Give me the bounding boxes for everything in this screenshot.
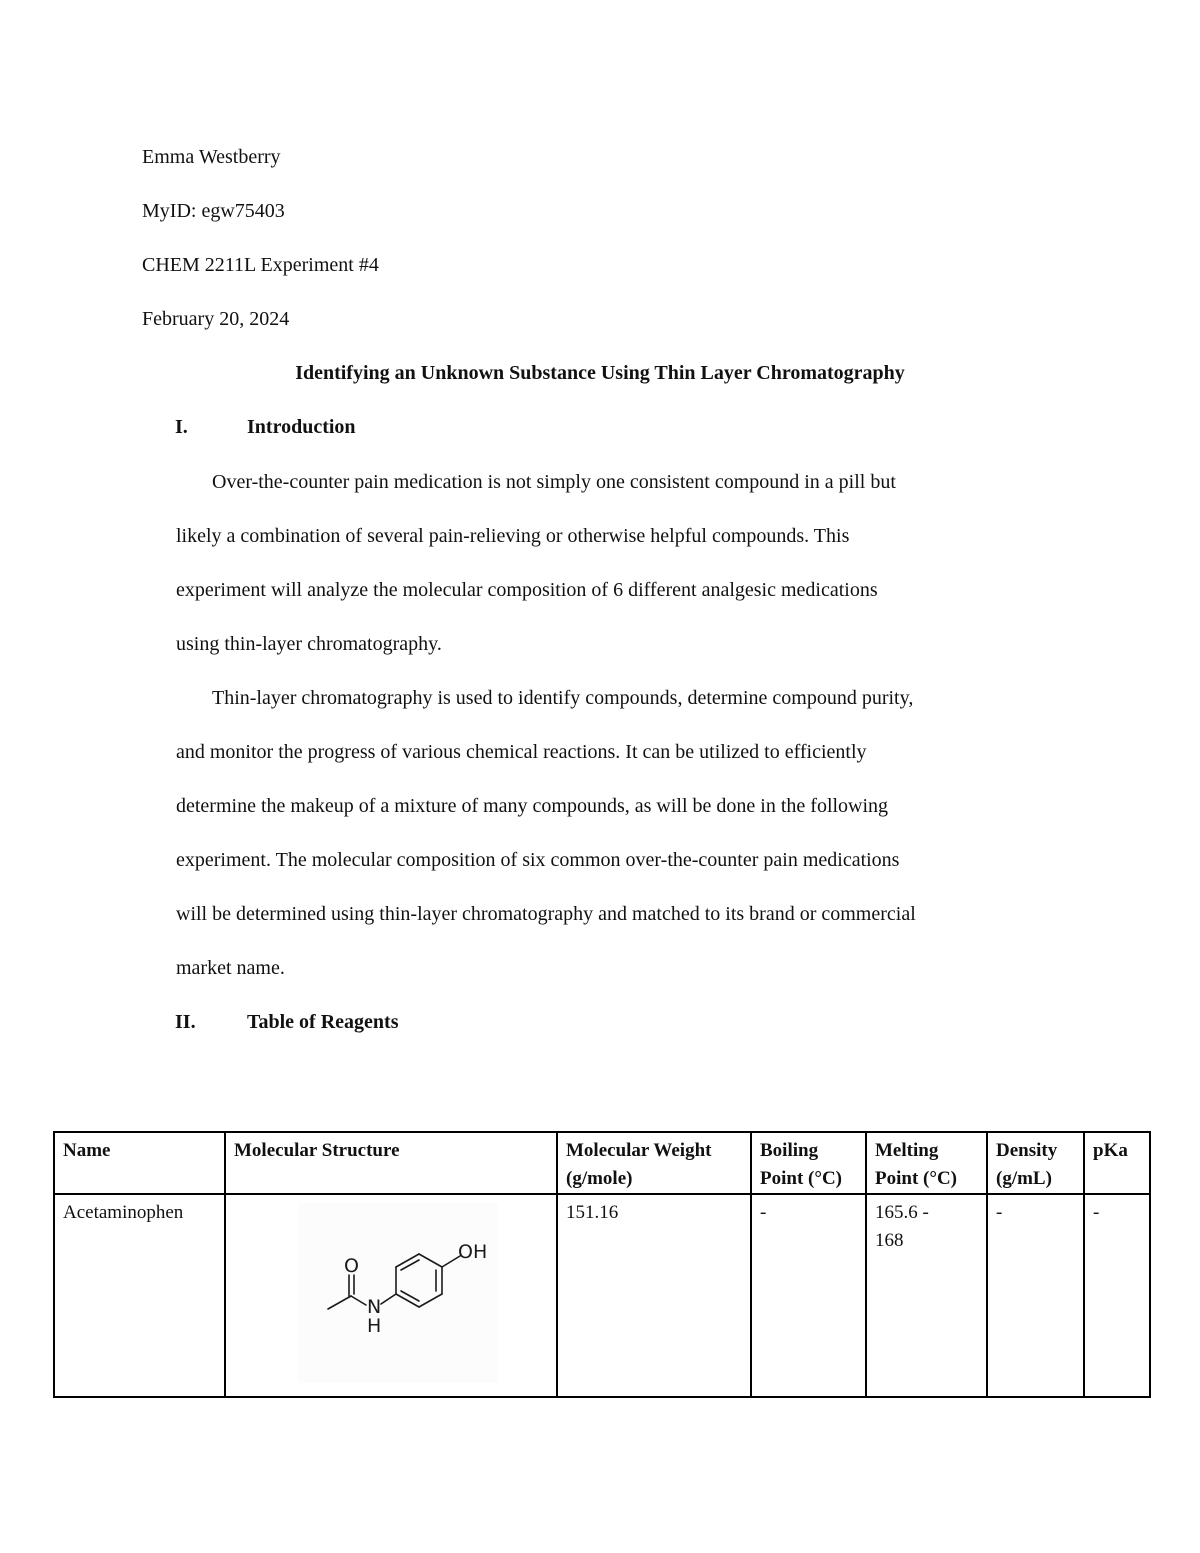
cell-pka: - bbox=[1084, 1194, 1150, 1397]
header-structure: Molecular Structure bbox=[225, 1132, 557, 1194]
header-melting-point bbox=[866, 1132, 987, 1194]
section-number: II. bbox=[175, 1011, 196, 1033]
header-text: Density bbox=[996, 1140, 1058, 1161]
melting-point-value: 165.6 - bbox=[875, 1202, 929, 1223]
header-unit: Point (°C) bbox=[760, 1168, 843, 1189]
structure-n-label: N bbox=[367, 1296, 382, 1318]
document-title: Identifying an Unknown Substance Using Thin Layer Chromatography bbox=[295, 362, 905, 384]
paragraph-line: Over-the-counter pain medication is not simply one consistent compound in a pill but bbox=[212, 471, 896, 493]
header-text: Molecular Weight bbox=[566, 1140, 712, 1161]
header-unit: Point (°C) bbox=[875, 1168, 958, 1189]
reagents-table bbox=[53, 1131, 1151, 1398]
table-row bbox=[54, 1194, 1150, 1397]
acetaminophen-structure-image bbox=[298, 1203, 498, 1383]
section-number: I. bbox=[175, 416, 188, 438]
header-boiling-point bbox=[751, 1132, 866, 1194]
paragraph-line: determine the makeup of a mixture of many compounds, as will be done in the following bbox=[176, 795, 889, 817]
my-id: MyID: egw75403 bbox=[142, 200, 285, 222]
cell-structure bbox=[225, 1194, 557, 1397]
structure-o-label: O bbox=[344, 1255, 359, 1277]
cell-boiling-point: - bbox=[751, 1194, 866, 1397]
cell-molecular-weight: 151.16 bbox=[557, 1194, 751, 1397]
date-line: February 20, 2024 bbox=[142, 308, 290, 330]
melting-point-value: 168 bbox=[875, 1230, 904, 1251]
header-text: Melting bbox=[875, 1140, 939, 1161]
course-line: CHEM 2211L Experiment #4 bbox=[142, 254, 379, 276]
header-molecular-weight bbox=[557, 1132, 751, 1194]
paragraph-line: will be determined using thin-layer chromatography and matched to its brand or commercial bbox=[176, 903, 916, 925]
header-unit: (g/mL) bbox=[996, 1168, 1052, 1189]
structure-h-label: H bbox=[367, 1315, 382, 1337]
header-unit: (g/mole) bbox=[566, 1168, 633, 1189]
cell-name: Acetaminophen bbox=[54, 1194, 225, 1397]
header-text: Boiling bbox=[760, 1140, 819, 1161]
structure-oh-label: OH bbox=[458, 1241, 488, 1263]
paragraph-line: market name. bbox=[176, 957, 285, 979]
author-name: Emma Westberry bbox=[142, 146, 281, 168]
cell-melting-point bbox=[866, 1194, 987, 1397]
cell-density: - bbox=[987, 1194, 1084, 1397]
section-title: Introduction bbox=[247, 416, 356, 438]
header-pka: pKa bbox=[1084, 1132, 1150, 1194]
section-title: Table of Reagents bbox=[247, 1011, 399, 1033]
paragraph-line: experiment will analyze the molecular composition of 6 different analgesic medications bbox=[176, 579, 878, 601]
header-name: Name bbox=[54, 1132, 225, 1194]
paragraph-line: using thin-layer chromatography. bbox=[176, 633, 442, 655]
paragraph-line: likely a combination of several pain-relieving or otherwise helpful compounds. This bbox=[176, 525, 850, 547]
paragraph-line: Thin-layer chromatography is used to identify compounds, determine compound purity, bbox=[212, 687, 914, 709]
paragraph-line: experiment. The molecular composition of six common over-the-counter pain medications bbox=[176, 849, 900, 871]
table-header-row bbox=[54, 1132, 1150, 1194]
section-heading-table-of-reagents bbox=[175, 1010, 398, 1034]
section-heading-introduction bbox=[175, 415, 356, 439]
paragraph-line: and monitor the progress of various chemical reactions. It can be utilized to efficiently bbox=[176, 741, 867, 763]
header-density bbox=[987, 1132, 1084, 1194]
